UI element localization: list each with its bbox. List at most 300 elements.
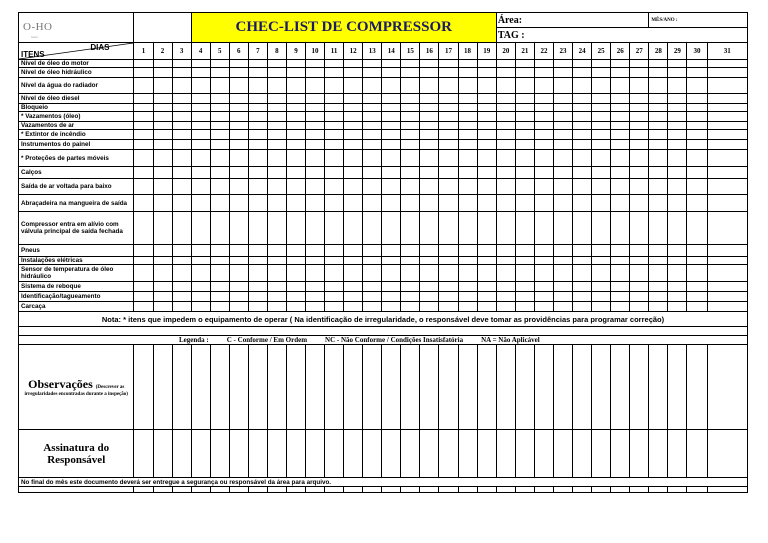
check-cell-day-15[interactable]	[401, 150, 420, 167]
check-cell-day-16[interactable]	[420, 130, 439, 140]
check-cell-day-26[interactable]	[611, 78, 630, 94]
bottom-cell-day-4[interactable]	[191, 487, 210, 493]
check-cell-day-21[interactable]	[515, 130, 534, 140]
check-cell-day-13[interactable]	[363, 122, 382, 130]
check-cell-day-28[interactable]	[649, 167, 668, 179]
check-cell-day-11[interactable]	[325, 104, 344, 112]
check-cell-day-14[interactable]	[382, 140, 401, 150]
check-cell-day-13[interactable]	[363, 94, 382, 104]
check-cell-day-31[interactable]	[707, 140, 747, 150]
check-cell-day-20[interactable]	[496, 195, 515, 212]
check-cell-day-14[interactable]	[382, 245, 401, 257]
check-cell-day-12[interactable]	[344, 68, 363, 78]
signature-cell-day-25[interactable]	[592, 430, 611, 478]
observation-cell-day-11[interactable]	[325, 345, 344, 430]
check-cell-day-9[interactable]	[286, 104, 305, 112]
check-cell-day-13[interactable]	[363, 78, 382, 94]
check-cell-day-12[interactable]	[344, 140, 363, 150]
check-cell-day-23[interactable]	[554, 179, 573, 195]
observation-cell-day-26[interactable]	[611, 345, 630, 430]
check-cell-day-24[interactable]	[573, 292, 592, 302]
check-cell-day-26[interactable]	[611, 140, 630, 150]
check-cell-day-4[interactable]	[191, 68, 210, 78]
check-cell-day-26[interactable]	[611, 257, 630, 265]
check-cell-day-10[interactable]	[306, 179, 325, 195]
check-cell-day-24[interactable]	[573, 257, 592, 265]
check-cell-day-19[interactable]	[477, 195, 496, 212]
check-cell-day-24[interactable]	[573, 122, 592, 130]
check-cell-day-9[interactable]	[286, 179, 305, 195]
observation-cell-day-2[interactable]	[153, 345, 172, 430]
check-cell-day-10[interactable]	[306, 292, 325, 302]
check-cell-day-21[interactable]	[515, 104, 534, 112]
check-cell-day-20[interactable]	[496, 212, 515, 245]
check-cell-day-15[interactable]	[401, 257, 420, 265]
check-cell-day-20[interactable]	[496, 60, 515, 68]
bottom-cell-day-3[interactable]	[172, 487, 191, 493]
check-cell-day-9[interactable]	[286, 60, 305, 68]
check-cell-day-26[interactable]	[611, 68, 630, 78]
check-cell-day-13[interactable]	[363, 302, 382, 312]
check-cell-day-18[interactable]	[458, 122, 477, 130]
check-cell-day-26[interactable]	[611, 122, 630, 130]
check-cell-day-2[interactable]	[153, 94, 172, 104]
check-cell-day-4[interactable]	[191, 179, 210, 195]
check-cell-day-20[interactable]	[496, 245, 515, 257]
check-cell-day-11[interactable]	[325, 122, 344, 130]
check-cell-day-19[interactable]	[477, 122, 496, 130]
check-cell-day-21[interactable]	[515, 265, 534, 282]
check-cell-day-1[interactable]	[134, 245, 153, 257]
check-cell-day-3[interactable]	[172, 122, 191, 130]
check-cell-day-3[interactable]	[172, 179, 191, 195]
signature-cell-day-16[interactable]	[420, 430, 439, 478]
check-cell-day-31[interactable]	[707, 78, 747, 94]
check-cell-day-31[interactable]	[707, 302, 747, 312]
check-cell-day-29[interactable]	[668, 78, 687, 94]
check-cell-day-7[interactable]	[248, 167, 267, 179]
check-cell-day-30[interactable]	[687, 282, 707, 292]
check-cell-day-11[interactable]	[325, 60, 344, 68]
check-cell-day-10[interactable]	[306, 104, 325, 112]
check-cell-day-21[interactable]	[515, 302, 534, 312]
check-cell-day-1[interactable]	[134, 179, 153, 195]
check-cell-day-29[interactable]	[668, 245, 687, 257]
check-cell-day-31[interactable]	[707, 195, 747, 212]
check-cell-day-21[interactable]	[515, 68, 534, 78]
check-cell-day-10[interactable]	[306, 60, 325, 68]
check-cell-day-7[interactable]	[248, 179, 267, 195]
signature-cell-day-1[interactable]	[134, 430, 153, 478]
signature-cell-day-27[interactable]	[630, 430, 649, 478]
check-cell-day-14[interactable]	[382, 195, 401, 212]
check-cell-day-26[interactable]	[611, 104, 630, 112]
check-cell-day-20[interactable]	[496, 167, 515, 179]
check-cell-day-2[interactable]	[153, 68, 172, 78]
check-cell-day-12[interactable]	[344, 94, 363, 104]
bottom-cell-day-19[interactable]	[477, 487, 496, 493]
check-cell-day-21[interactable]	[515, 257, 534, 265]
check-cell-day-10[interactable]	[306, 265, 325, 282]
check-cell-day-28[interactable]	[649, 212, 668, 245]
check-cell-day-4[interactable]	[191, 282, 210, 292]
signature-cell-day-8[interactable]	[267, 430, 286, 478]
bottom-cell-day-1[interactable]	[134, 487, 153, 493]
check-cell-day-25[interactable]	[592, 104, 611, 112]
bottom-cell-day-18[interactable]	[458, 487, 477, 493]
check-cell-day-25[interactable]	[592, 94, 611, 104]
check-cell-day-1[interactable]	[134, 302, 153, 312]
check-cell-day-1[interactable]	[134, 265, 153, 282]
check-cell-day-3[interactable]	[172, 60, 191, 68]
check-cell-day-27[interactable]	[630, 68, 649, 78]
check-cell-day-13[interactable]	[363, 212, 382, 245]
check-cell-day-25[interactable]	[592, 140, 611, 150]
check-cell-day-22[interactable]	[534, 130, 553, 140]
check-cell-day-15[interactable]	[401, 78, 420, 94]
check-cell-day-2[interactable]	[153, 167, 172, 179]
check-cell-day-10[interactable]	[306, 150, 325, 167]
check-cell-day-2[interactable]	[153, 122, 172, 130]
check-cell-day-11[interactable]	[325, 112, 344, 122]
check-cell-day-31[interactable]	[707, 68, 747, 78]
check-cell-day-30[interactable]	[687, 112, 707, 122]
check-cell-day-8[interactable]	[267, 104, 286, 112]
check-cell-day-3[interactable]	[172, 292, 191, 302]
bottom-cell-day-2[interactable]	[153, 487, 172, 493]
check-cell-day-1[interactable]	[134, 257, 153, 265]
check-cell-day-5[interactable]	[210, 245, 229, 257]
check-cell-day-29[interactable]	[668, 195, 687, 212]
check-cell-day-23[interactable]	[554, 302, 573, 312]
check-cell-day-18[interactable]	[458, 265, 477, 282]
check-cell-day-17[interactable]	[439, 212, 458, 245]
check-cell-day-31[interactable]	[707, 150, 747, 167]
check-cell-day-7[interactable]	[248, 112, 267, 122]
check-cell-day-18[interactable]	[458, 179, 477, 195]
check-cell-day-12[interactable]	[344, 122, 363, 130]
check-cell-day-16[interactable]	[420, 265, 439, 282]
check-cell-day-18[interactable]	[458, 60, 477, 68]
check-cell-day-25[interactable]	[592, 179, 611, 195]
check-cell-day-22[interactable]	[534, 150, 553, 167]
check-cell-day-17[interactable]	[439, 78, 458, 94]
check-cell-day-17[interactable]	[439, 179, 458, 195]
check-cell-day-21[interactable]	[515, 78, 534, 94]
bottom-cell-day-16[interactable]	[420, 487, 439, 493]
check-cell-day-26[interactable]	[611, 112, 630, 122]
check-cell-day-4[interactable]	[191, 212, 210, 245]
check-cell-day-13[interactable]	[363, 179, 382, 195]
check-cell-day-24[interactable]	[573, 195, 592, 212]
check-cell-day-18[interactable]	[458, 78, 477, 94]
check-cell-day-20[interactable]	[496, 179, 515, 195]
check-cell-day-7[interactable]	[248, 60, 267, 68]
check-cell-day-29[interactable]	[668, 122, 687, 130]
check-cell-day-8[interactable]	[267, 112, 286, 122]
check-cell-day-17[interactable]	[439, 60, 458, 68]
check-cell-day-4[interactable]	[191, 78, 210, 94]
check-cell-day-29[interactable]	[668, 212, 687, 245]
check-cell-day-7[interactable]	[248, 195, 267, 212]
check-cell-day-13[interactable]	[363, 104, 382, 112]
check-cell-day-1[interactable]	[134, 104, 153, 112]
check-cell-day-19[interactable]	[477, 302, 496, 312]
check-cell-day-18[interactable]	[458, 282, 477, 292]
observation-cell-day-17[interactable]	[439, 345, 458, 430]
area-field[interactable]: Área:	[496, 13, 649, 28]
check-cell-day-16[interactable]	[420, 150, 439, 167]
check-cell-day-23[interactable]	[554, 167, 573, 179]
check-cell-day-25[interactable]	[592, 257, 611, 265]
signature-cell-day-14[interactable]	[382, 430, 401, 478]
bottom-cell-day-20[interactable]	[496, 487, 515, 493]
check-cell-day-5[interactable]	[210, 292, 229, 302]
check-cell-day-2[interactable]	[153, 212, 172, 245]
check-cell-day-14[interactable]	[382, 104, 401, 112]
signature-cell-day-3[interactable]	[172, 430, 191, 478]
bottom-cell-day-9[interactable]	[286, 487, 305, 493]
check-cell-day-23[interactable]	[554, 265, 573, 282]
check-cell-day-31[interactable]	[707, 245, 747, 257]
check-cell-day-2[interactable]	[153, 282, 172, 292]
check-cell-day-20[interactable]	[496, 78, 515, 94]
check-cell-day-19[interactable]	[477, 60, 496, 68]
signature-cell-day-12[interactable]	[344, 430, 363, 478]
check-cell-day-29[interactable]	[668, 130, 687, 140]
check-cell-day-9[interactable]	[286, 282, 305, 292]
check-cell-day-1[interactable]	[134, 94, 153, 104]
check-cell-day-3[interactable]	[172, 302, 191, 312]
check-cell-day-18[interactable]	[458, 112, 477, 122]
check-cell-day-25[interactable]	[592, 150, 611, 167]
check-cell-day-13[interactable]	[363, 112, 382, 122]
check-cell-day-30[interactable]	[687, 68, 707, 78]
check-cell-day-27[interactable]	[630, 292, 649, 302]
check-cell-day-22[interactable]	[534, 195, 553, 212]
check-cell-day-21[interactable]	[515, 212, 534, 245]
check-cell-day-6[interactable]	[229, 195, 248, 212]
signature-cell-day-19[interactable]	[477, 430, 496, 478]
check-cell-day-27[interactable]	[630, 245, 649, 257]
check-cell-day-28[interactable]	[649, 140, 668, 150]
check-cell-day-10[interactable]	[306, 282, 325, 292]
check-cell-day-29[interactable]	[668, 112, 687, 122]
check-cell-day-3[interactable]	[172, 282, 191, 292]
check-cell-day-23[interactable]	[554, 245, 573, 257]
check-cell-day-23[interactable]	[554, 94, 573, 104]
check-cell-day-27[interactable]	[630, 195, 649, 212]
check-cell-day-19[interactable]	[477, 112, 496, 122]
check-cell-day-26[interactable]	[611, 282, 630, 292]
check-cell-day-1[interactable]	[134, 130, 153, 140]
check-cell-day-20[interactable]	[496, 112, 515, 122]
signature-cell-day-6[interactable]	[229, 430, 248, 478]
signature-cell-day-10[interactable]	[306, 430, 325, 478]
check-cell-day-3[interactable]	[172, 150, 191, 167]
check-cell-day-26[interactable]	[611, 212, 630, 245]
check-cell-day-5[interactable]	[210, 195, 229, 212]
check-cell-day-25[interactable]	[592, 265, 611, 282]
observation-cell-day-22[interactable]	[534, 345, 553, 430]
check-cell-day-12[interactable]	[344, 60, 363, 68]
signature-cell-day-13[interactable]	[363, 430, 382, 478]
check-cell-day-5[interactable]	[210, 112, 229, 122]
check-cell-day-6[interactable]	[229, 302, 248, 312]
check-cell-day-11[interactable]	[325, 302, 344, 312]
check-cell-day-8[interactable]	[267, 60, 286, 68]
check-cell-day-24[interactable]	[573, 302, 592, 312]
check-cell-day-18[interactable]	[458, 257, 477, 265]
check-cell-day-20[interactable]	[496, 104, 515, 112]
check-cell-day-13[interactable]	[363, 150, 382, 167]
check-cell-day-30[interactable]	[687, 212, 707, 245]
check-cell-day-9[interactable]	[286, 257, 305, 265]
check-cell-day-2[interactable]	[153, 140, 172, 150]
check-cell-day-15[interactable]	[401, 245, 420, 257]
check-cell-day-19[interactable]	[477, 265, 496, 282]
check-cell-day-2[interactable]	[153, 257, 172, 265]
check-cell-day-4[interactable]	[191, 302, 210, 312]
check-cell-day-17[interactable]	[439, 245, 458, 257]
check-cell-day-16[interactable]	[420, 257, 439, 265]
check-cell-day-17[interactable]	[439, 130, 458, 140]
bottom-cell-day-13[interactable]	[363, 487, 382, 493]
check-cell-day-8[interactable]	[267, 167, 286, 179]
signature-cell-day-17[interactable]	[439, 430, 458, 478]
signature-cell-day-28[interactable]	[649, 430, 668, 478]
check-cell-day-8[interactable]	[267, 212, 286, 245]
check-cell-day-10[interactable]	[306, 302, 325, 312]
check-cell-day-19[interactable]	[477, 78, 496, 94]
check-cell-day-4[interactable]	[191, 60, 210, 68]
check-cell-day-3[interactable]	[172, 68, 191, 78]
check-cell-day-25[interactable]	[592, 122, 611, 130]
check-cell-day-19[interactable]	[477, 179, 496, 195]
check-cell-day-17[interactable]	[439, 257, 458, 265]
check-cell-day-14[interactable]	[382, 150, 401, 167]
check-cell-day-18[interactable]	[458, 140, 477, 150]
check-cell-day-26[interactable]	[611, 265, 630, 282]
check-cell-day-25[interactable]	[592, 112, 611, 122]
check-cell-day-4[interactable]	[191, 245, 210, 257]
check-cell-day-24[interactable]	[573, 167, 592, 179]
check-cell-day-12[interactable]	[344, 245, 363, 257]
signature-cell-day-21[interactable]	[515, 430, 534, 478]
check-cell-day-10[interactable]	[306, 94, 325, 104]
check-cell-day-13[interactable]	[363, 167, 382, 179]
check-cell-day-29[interactable]	[668, 292, 687, 302]
check-cell-day-11[interactable]	[325, 257, 344, 265]
check-cell-day-22[interactable]	[534, 282, 553, 292]
check-cell-day-15[interactable]	[401, 292, 420, 302]
check-cell-day-2[interactable]	[153, 195, 172, 212]
check-cell-day-29[interactable]	[668, 265, 687, 282]
check-cell-day-26[interactable]	[611, 150, 630, 167]
check-cell-day-22[interactable]	[534, 68, 553, 78]
check-cell-day-11[interactable]	[325, 68, 344, 78]
check-cell-day-29[interactable]	[668, 68, 687, 78]
check-cell-day-10[interactable]	[306, 212, 325, 245]
check-cell-day-3[interactable]	[172, 78, 191, 94]
signature-cell-day-23[interactable]	[554, 430, 573, 478]
check-cell-day-27[interactable]	[630, 212, 649, 245]
check-cell-day-26[interactable]	[611, 167, 630, 179]
check-cell-day-5[interactable]	[210, 130, 229, 140]
check-cell-day-17[interactable]	[439, 122, 458, 130]
check-cell-day-9[interactable]	[286, 195, 305, 212]
observation-cell-day-1[interactable]	[134, 345, 153, 430]
observation-cell-day-6[interactable]	[229, 345, 248, 430]
bottom-cell-day-23[interactable]	[554, 487, 573, 493]
check-cell-day-17[interactable]	[439, 282, 458, 292]
check-cell-day-6[interactable]	[229, 104, 248, 112]
check-cell-day-12[interactable]	[344, 167, 363, 179]
check-cell-day-28[interactable]	[649, 245, 668, 257]
check-cell-day-9[interactable]	[286, 167, 305, 179]
check-cell-day-5[interactable]	[210, 78, 229, 94]
check-cell-day-11[interactable]	[325, 245, 344, 257]
check-cell-day-26[interactable]	[611, 195, 630, 212]
check-cell-day-12[interactable]	[344, 78, 363, 94]
check-cell-day-23[interactable]	[554, 257, 573, 265]
check-cell-day-28[interactable]	[649, 78, 668, 94]
check-cell-day-13[interactable]	[363, 282, 382, 292]
check-cell-day-30[interactable]	[687, 150, 707, 167]
check-cell-day-16[interactable]	[420, 292, 439, 302]
check-cell-day-22[interactable]	[534, 104, 553, 112]
check-cell-day-2[interactable]	[153, 130, 172, 140]
bottom-cell-day-26[interactable]	[611, 487, 630, 493]
check-cell-day-14[interactable]	[382, 179, 401, 195]
check-cell-day-22[interactable]	[534, 265, 553, 282]
bottom-cell-day-12[interactable]	[344, 487, 363, 493]
check-cell-day-14[interactable]	[382, 78, 401, 94]
check-cell-day-24[interactable]	[573, 130, 592, 140]
check-cell-day-1[interactable]	[134, 167, 153, 179]
check-cell-day-23[interactable]	[554, 78, 573, 94]
check-cell-day-3[interactable]	[172, 245, 191, 257]
bottom-cell-day-8[interactable]	[267, 487, 286, 493]
check-cell-day-21[interactable]	[515, 60, 534, 68]
check-cell-day-28[interactable]	[649, 282, 668, 292]
check-cell-day-6[interactable]	[229, 167, 248, 179]
check-cell-day-1[interactable]	[134, 212, 153, 245]
bottom-cell-day-28[interactable]	[649, 487, 668, 493]
bottom-cell-day-24[interactable]	[573, 487, 592, 493]
check-cell-day-17[interactable]	[439, 167, 458, 179]
bottom-cell-day-22[interactable]	[534, 487, 553, 493]
bottom-cell-day-27[interactable]	[630, 487, 649, 493]
check-cell-day-31[interactable]	[707, 130, 747, 140]
check-cell-day-7[interactable]	[248, 282, 267, 292]
check-cell-day-1[interactable]	[134, 140, 153, 150]
check-cell-day-17[interactable]	[439, 140, 458, 150]
check-cell-day-2[interactable]	[153, 302, 172, 312]
check-cell-day-9[interactable]	[286, 122, 305, 130]
check-cell-day-8[interactable]	[267, 265, 286, 282]
signature-cell-day-15[interactable]	[401, 430, 420, 478]
check-cell-day-23[interactable]	[554, 130, 573, 140]
check-cell-day-22[interactable]	[534, 140, 553, 150]
check-cell-day-6[interactable]	[229, 179, 248, 195]
check-cell-day-1[interactable]	[134, 78, 153, 94]
check-cell-day-25[interactable]	[592, 292, 611, 302]
check-cell-day-22[interactable]	[534, 245, 553, 257]
check-cell-day-23[interactable]	[554, 212, 573, 245]
check-cell-day-24[interactable]	[573, 150, 592, 167]
check-cell-day-12[interactable]	[344, 212, 363, 245]
